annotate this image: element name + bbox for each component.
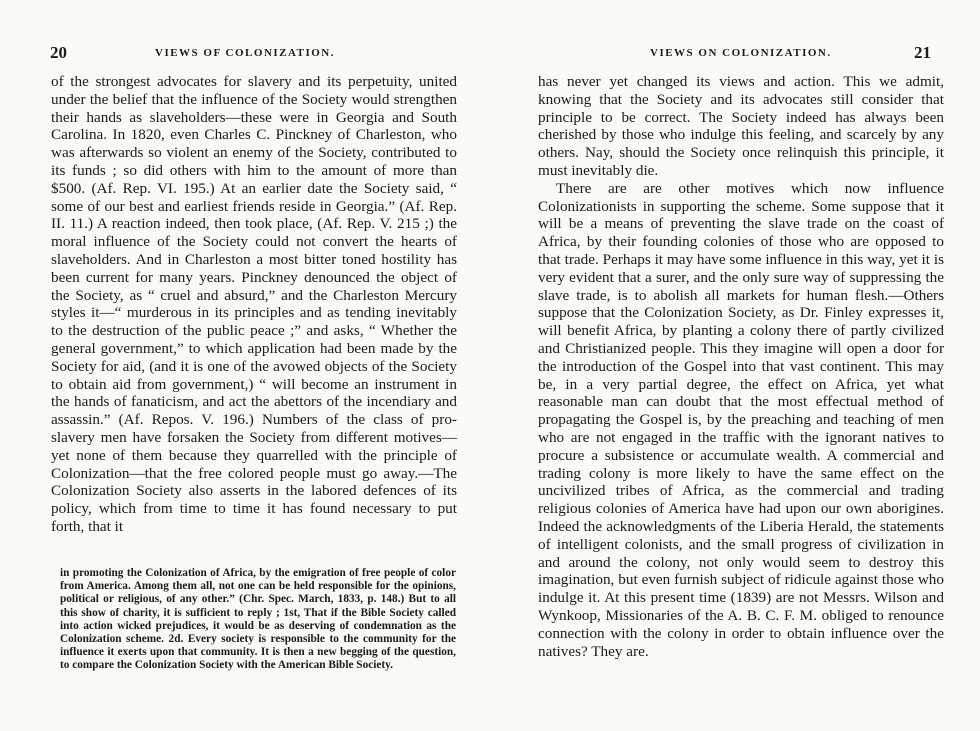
- paragraph: There are are other motives which now influence Colonizationists in supporting the scheme. Some suppose that it will be a means of preventing the slave trade on the coast of Africa, by their founding colonies of those who are opposed to that trade. Perhaps it may have some influence in this way, yet it is very evident that a surer, and the only sure way of suppressing the slave trade, is to abolish all markets for human flesh.—Others suppose that the Colonization Society, as Dr. Finley expresses it, will benefit Africa, by planting a colony there of partly civilized and Christianized people. This they imagine will open a door for the introduction of the Gospel into that vast continent. This may be, in a very partial degree, the effect on Africa, yet what reasonable man can doubt that the most effectual method of propagating the Gospel is, by the preaching and teaching of men who are not engaged in the traffic with the ignorant natives to procure a subsistence or accumulate wealth. A commercial and trading colony is more likely to have the same effect on the uncivilized tribes of Africa, as the commercial and trading religious colonies of America have had upon our own aborigines. Indeed the acknowledgments of the Liberia Herald, the statements of intelligent colonists, and the small progress of civilization in and around the colony, not only would seem to destroy this imagination, but even furnish subject of ridicule against those who indulge it. At this present time (1839) are not Messrs. Wilson and Wynkoop, Missionaries of the A. B. C. F. M. obliged to renounce connection with the colony in order to obtain influence over the natives? They are.: [538, 179, 944, 660]
- running-head: VIEWS OF COLONIZATION.: [155, 47, 335, 59]
- paragraph: has never yet changed its views and action. This we admit, knowing that the Society and its advocates still consider that principle to be correct. The Society indeed has always been cherished by those who indulge this feeling, and scarcely by any others. Nay, should the Society once relinquish this principle, it must inevitably die.: [538, 73, 944, 179]
- body-text: [538, 73, 944, 660]
- right-page: [490, 0, 980, 731]
- footnote: [60, 567, 456, 673]
- body-text: [51, 73, 457, 536]
- page-number: 21: [914, 43, 931, 62]
- running-head: VIEWS ON COLONIZATION.: [650, 47, 832, 59]
- left-page: [0, 0, 480, 731]
- paragraph: of the strongest advocates for slavery and its perpetuity, united under the belief that the influence of the Society would strengthen their hands as slaveholders—these were in Georgia and South Carolina. In 1820, even Charles C. Pinckney of Charleston, who was afterwards so violent an enemy of the Society, contributed to its funds ; so did others with him to the amount of more than $500. (Af. Rep. VI. 195.) At an earlier date the Society said, “ some of our best and earliest friends reside in Georgia.” (Af. Rep. II. 11.) A reaction indeed, then took place, (Af. Rep. V. 215 ;) the moral influence of the Society could not convert the hearts of slaveholders. And in Charleston a most bitter toned hostility has been current for many years. Pinckney denounced the object of the Society, as “ cruel and absurd,” and the Charleston Mercury styles it—“ murderous in its principles and as tending inevitably to the destruction of the public peace ;” and asks, “ Whether the general government,” to which application had been made by the Society for aid, (and it is one of the avowed objects of the Society to obtain aid from government,) “ will become an instrument in the hands of fanaticism, and act the abettors of the incendiary and assassin.” (Af. Repos. V. 196.) Numbers of the class of pro-slavery men have forsaken the Society from different motives—yet none of them because they quarrelled with the principle of Colonization—that the free colored people must go away.—The Colonization Society also asserts in the labored defences of its policy, which from time to time it has found necessary to put forth, that it: [51, 73, 457, 535]
- footnote-text: in promoting the Colonization of Africa, by the emigration of free people of color from America. Among them all, not one can be held responsible for the opinions, political or religious, of any other.” (Chr. Spec. March, 1833, p. 148.) But to all this show of charity, it is sufficient to reply ; 1st, That if the Bible Society called into action wicked prejudices, it would be as deserving of condemnation as the Colonization scheme. 2d. Every society is responsible to the community for the influence it exerts upon that community. It is then a new begging of the question, to compare the Colonization Society with the American Bible Society.: [60, 567, 456, 672]
- page-number: 20: [50, 43, 67, 62]
